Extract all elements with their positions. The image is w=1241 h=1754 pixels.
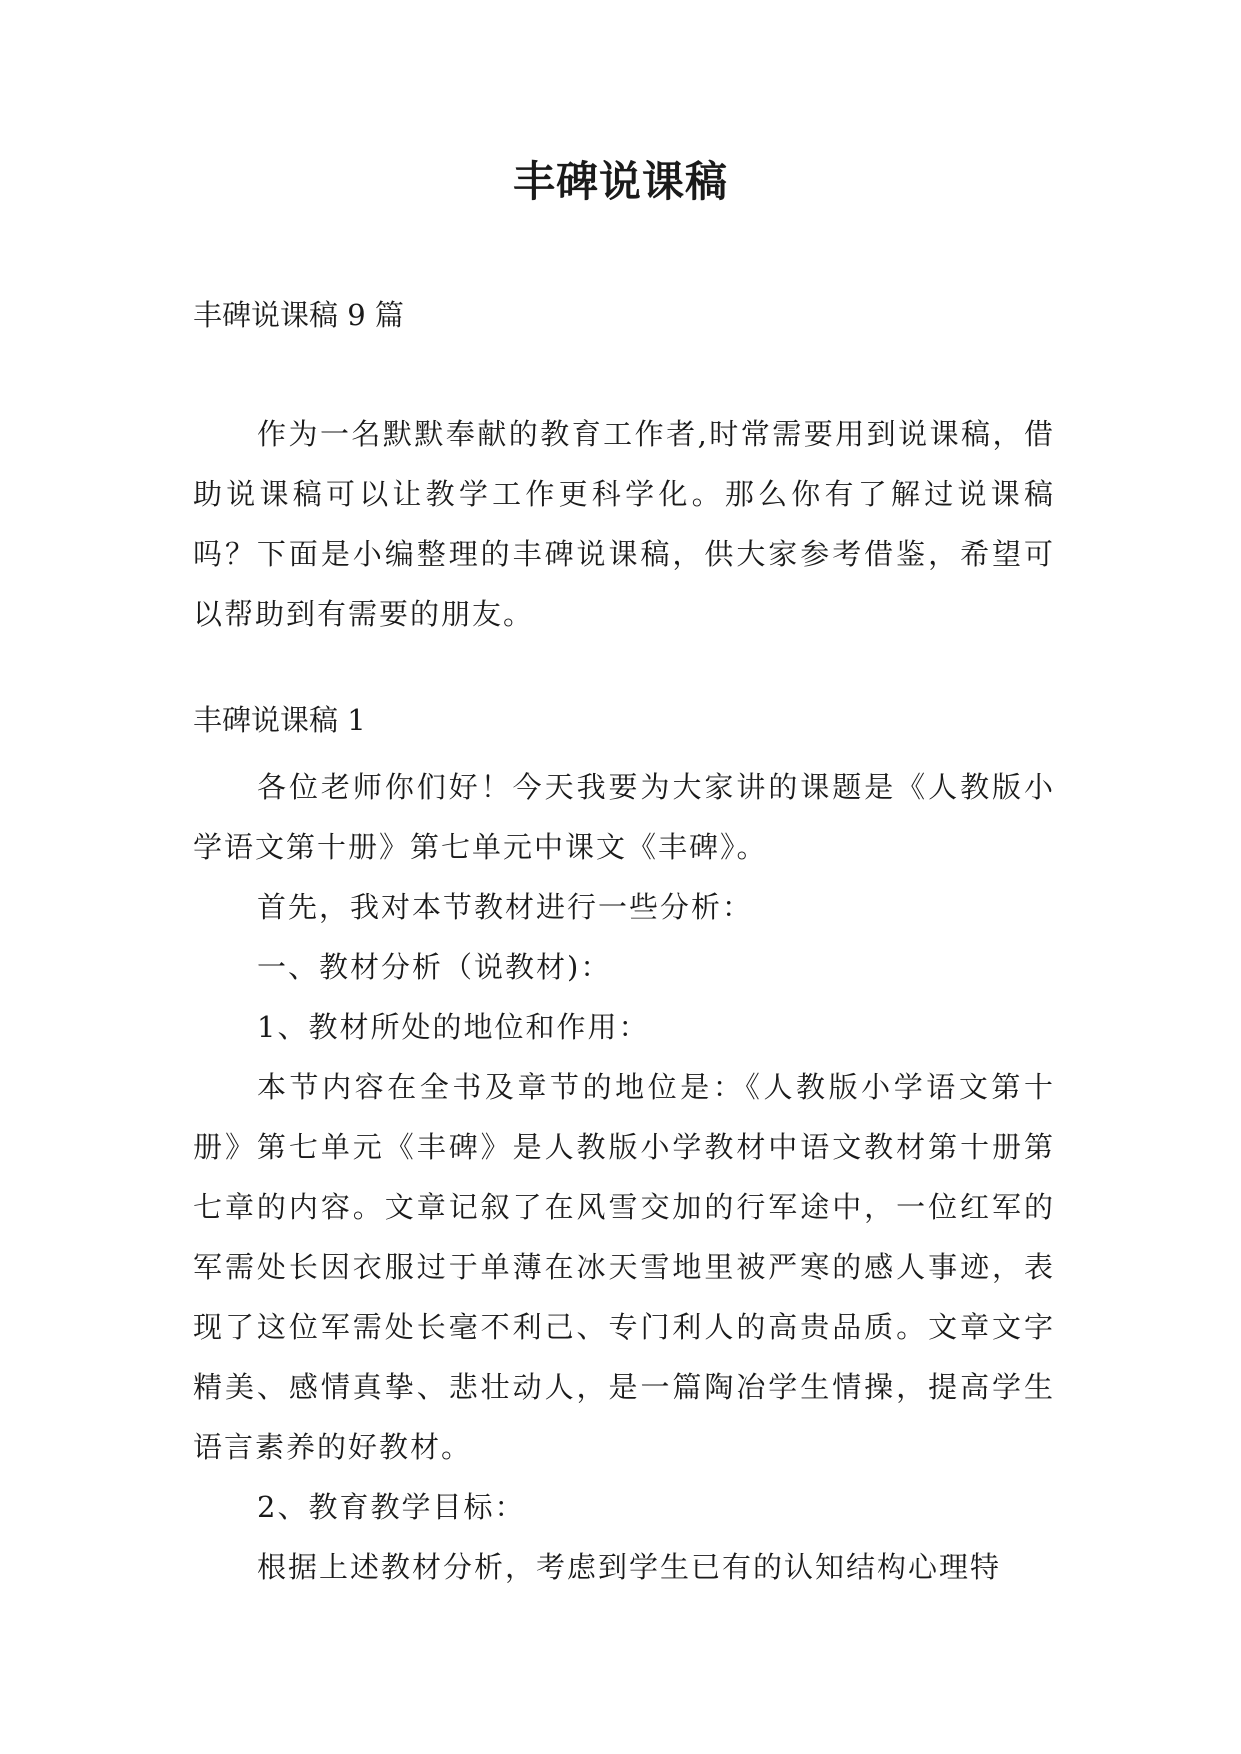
paragraph: 各位老师你们好！今天我要为大家讲的课题是《人教版小学语文第十册》第七单元中课文《丰碑》。 — [193, 770, 1055, 864]
paragraph: 本节内容在全书及章节的地位是：《人教版小学语文第十册》第七单元《丰碑》是人教版小学教材中语文教材第十册第七章的内容。文章记叙了在风雪交加的行军途中，一位红军的军需处长因衣服过于单薄在冰天雪地里被严寒的感人事迹，表现了这位军需处长毫不利己、专门利人的高贵品质。文章文字精美、感情真挚、悲壮动人，是一篇陶冶学生情操，提高学生语言素养的好教材。 — [193, 1070, 1055, 1464]
paragraph: 2、教育教学目标： — [257, 1490, 526, 1524]
intro-paragraph: 作为一名默默奉献的教育工作者,时常需要用到说课稿，借助说课稿可以让教学工作更科学化。那么你有了解过说课稿吗？下面是小编整理的丰碑说课稿，供大家参考借鉴，希望可以帮助到有需要的朋友。 — [193, 417, 1055, 631]
paragraph: 1、教材所处的地位和作用： — [257, 1010, 650, 1044]
section-heading: 丰碑说课稿 1 — [193, 703, 366, 737]
paragraph: 首先，我对本节教材进行一些分析： — [257, 890, 754, 924]
paragraph: 根据上述教材分析，考虑到学生已有的认知结构心理特 — [257, 1550, 1002, 1584]
paragraph: 一、教材分析（说教材)： — [257, 950, 612, 984]
document-title: 丰碑说课稿 — [512, 157, 728, 206]
section-body — [193, 757, 1055, 1597]
document-subtitle: 丰碑说课稿 9 篇 — [193, 298, 404, 332]
